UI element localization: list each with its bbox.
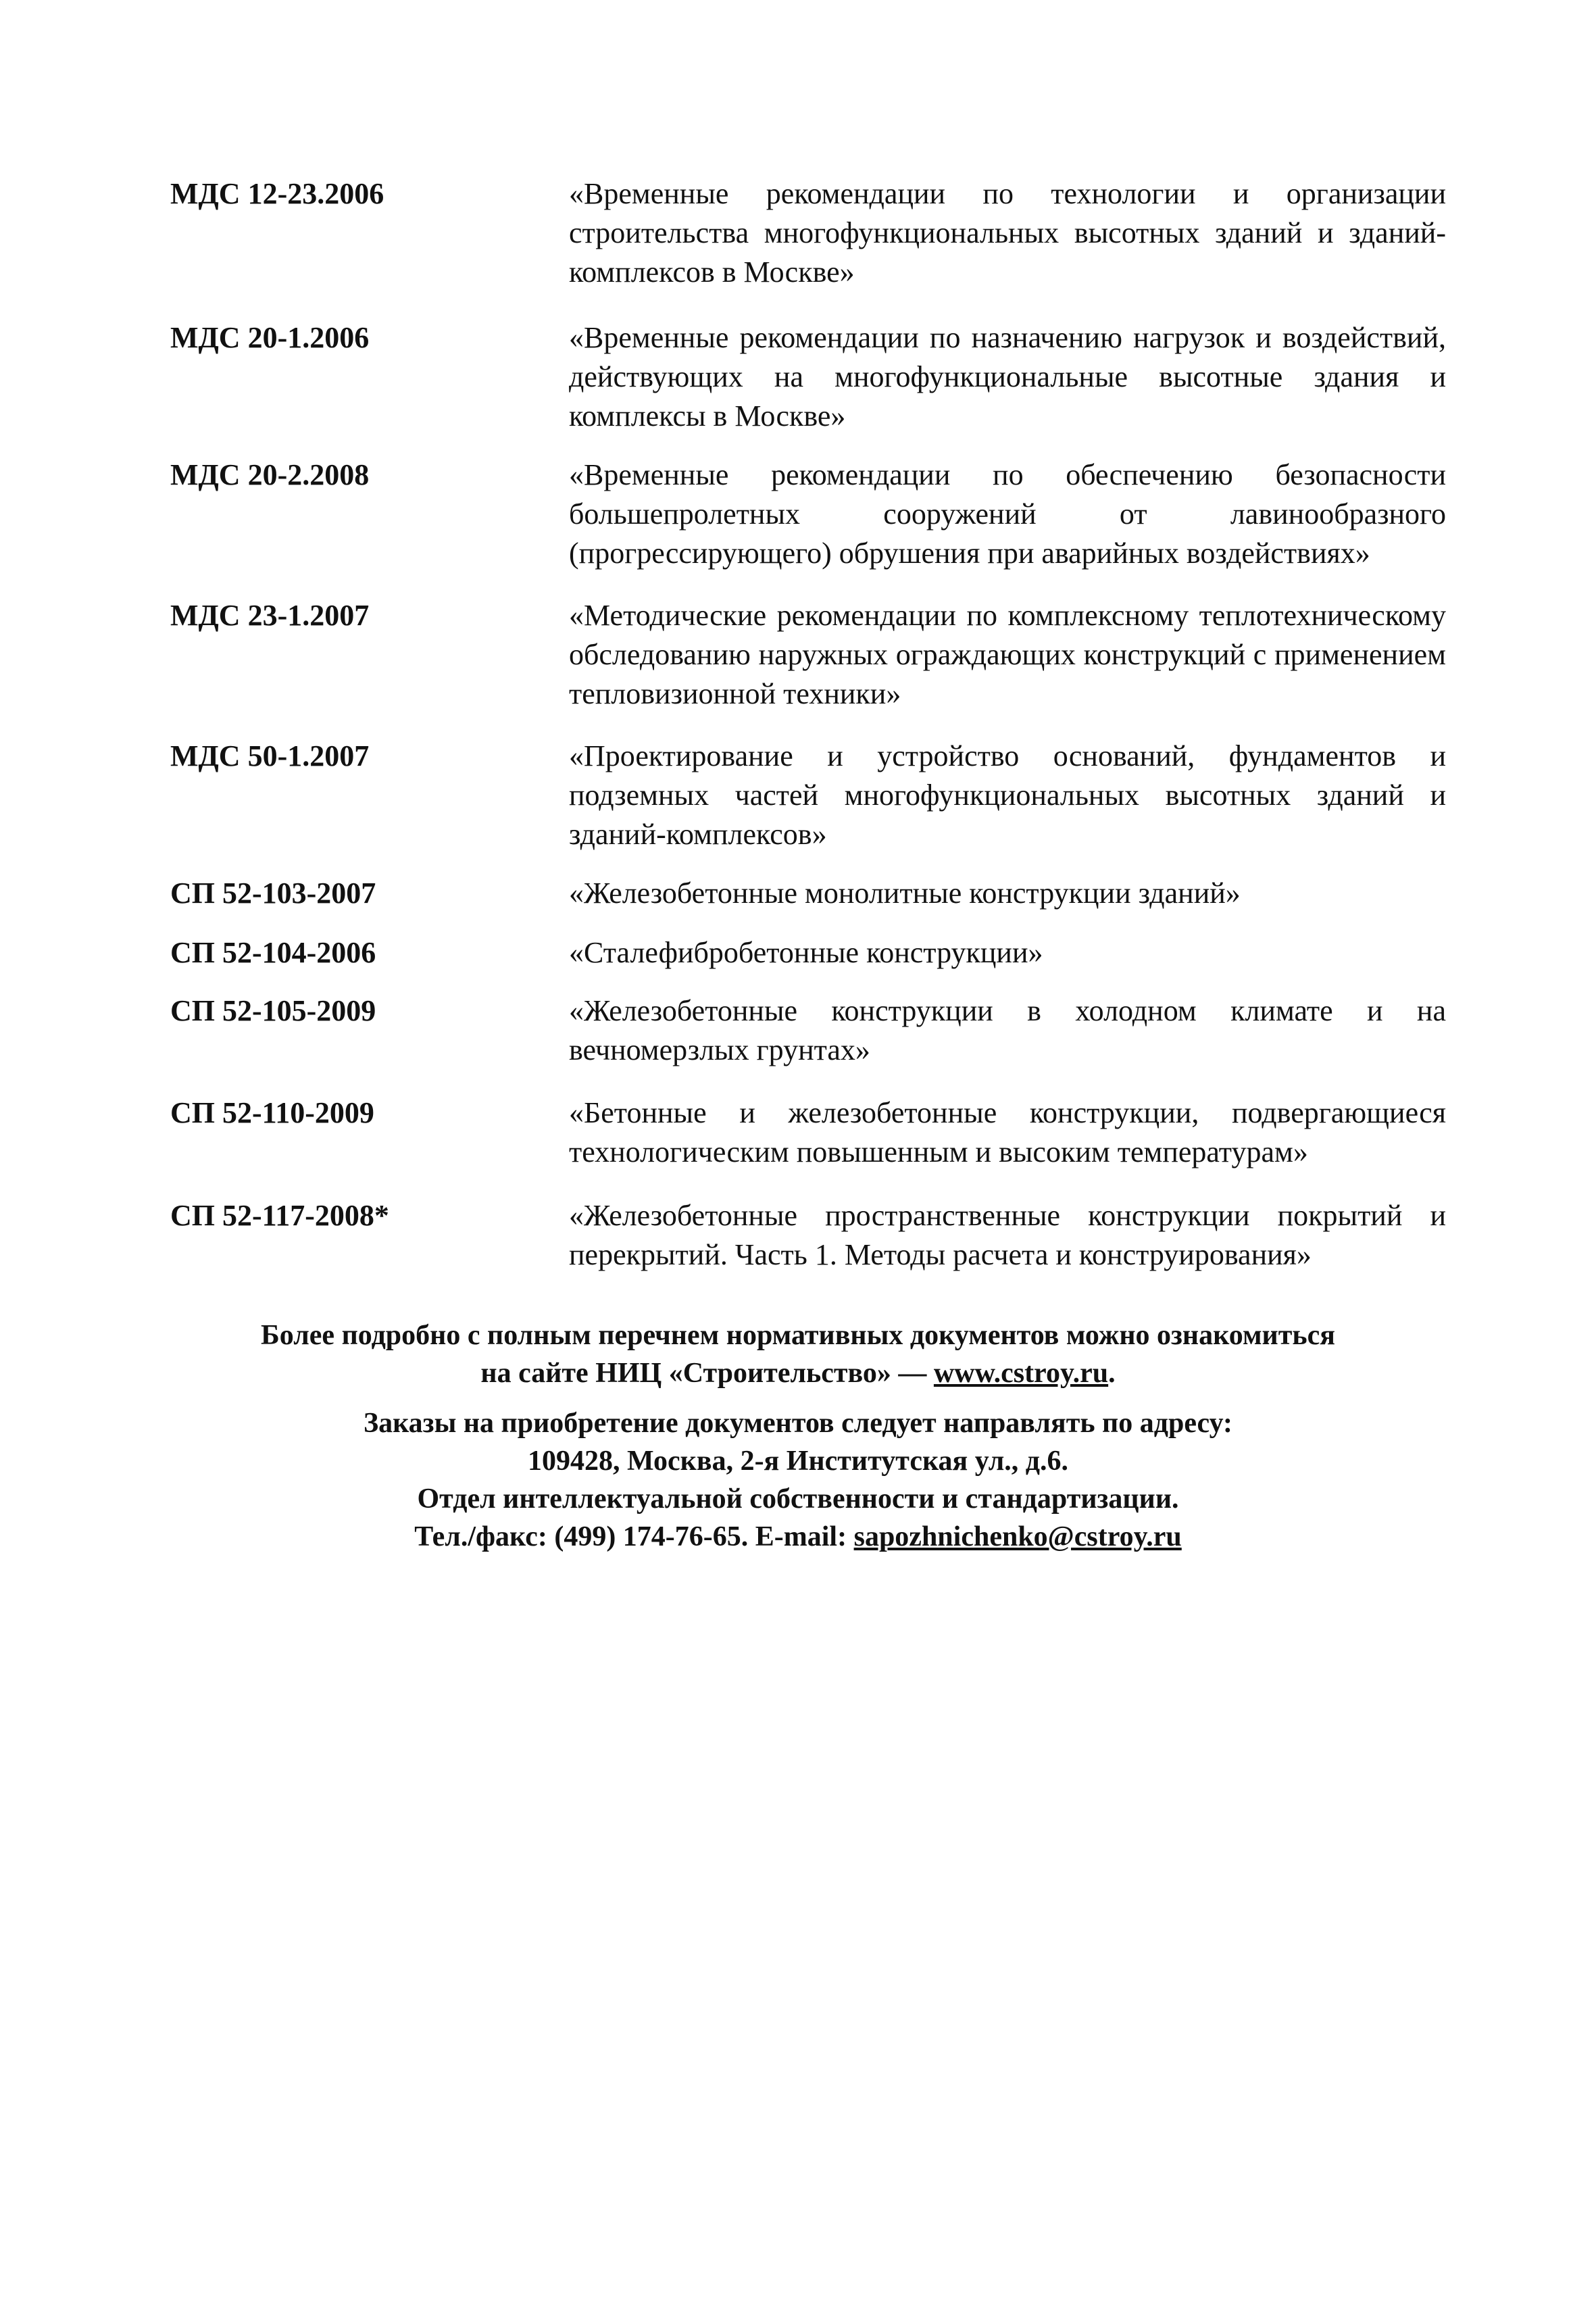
contact-line (135, 1518, 1461, 1556)
document-title: «Временные рекомендации по технологии и организации строительства многофункциональных высотных зданий и зданий-комплексов в Москве» (569, 177, 1446, 289)
document-code: СП 52-104-2006 (170, 936, 376, 969)
info-line: Более подробно с полным перечнем нормативных документов можно ознакомиться (261, 1320, 1335, 1351)
document-title: «Временные рекомендации по обеспечению безопасности большепролетных сооружений от лавинообразного (прогрессирующего) обрушения при аварийных воздействиях» (569, 458, 1446, 570)
info-footer (135, 1316, 1461, 1392)
orders-line: Заказы на приобретение документов следует направлять по адресу: (363, 1408, 1233, 1439)
document-title: «Проектирование и устройство оснований, фундаментов и подземных частей многофункциональных высотных зданий и зданий-комплексов» (569, 739, 1446, 851)
document-code: СП 52-105-2009 (170, 994, 376, 1027)
document-entry (170, 933, 1454, 973)
phone-text: Тел./факс: (499) 174-76-65. E-mail: (414, 1521, 854, 1552)
address-line: 109428, Москва, 2-я Институтская ул., д.6. (527, 1446, 1069, 1477)
website-link[interactable]: www.cstroy.ru (933, 1358, 1109, 1389)
document-entry (170, 596, 1454, 714)
document-entry (170, 456, 1454, 573)
contacts-footer (135, 1404, 1461, 1556)
document-entry (170, 1196, 1454, 1275)
document-code: СП 52-110-2009 (170, 1096, 374, 1129)
document-code: СП 52-103-2007 (170, 877, 376, 910)
document-entry (170, 318, 1454, 436)
document-entry (170, 737, 1454, 854)
document-title: «Железобетонные монолитные конструкции зданий» (569, 877, 1241, 910)
document-entry (170, 874, 1454, 913)
document-code: МДС 12-23.2006 (170, 177, 384, 210)
document-title: «Сталефибробетонные конструкции» (569, 936, 1043, 969)
document-title: «Временные рекомендации по назначению нагрузок и воздействий, действующих на многофункциональные высотные здания и комплексы в Москве» (569, 321, 1446, 433)
document-code: МДС 50-1.2007 (170, 739, 370, 772)
document-code: СП 52-117-2008* (170, 1199, 389, 1232)
document-code: МДС 20-2.2008 (170, 458, 370, 491)
website-line (135, 1354, 1461, 1392)
document-entry (170, 174, 1454, 292)
website-prefix: на сайте НИЦ «Строительство» — (480, 1358, 934, 1389)
department-line: Отдел интеллектуальной собственности и стандартизации. (417, 1483, 1179, 1515)
document-list (170, 174, 1454, 1275)
document-title: «Железобетонные пространственные конструкции покрытий и перекрытий. Часть 1. Методы расчета и конструирования» (569, 1199, 1446, 1271)
document-title: «Бетонные и железобетонные конструкции, подвергающиеся технологическим повышенным и высоким температурам» (569, 1096, 1446, 1168)
document-code: МДС 23-1.2007 (170, 599, 370, 632)
email-link[interactable]: sapozhnichenko@cstroy.ru (853, 1521, 1182, 1552)
website-suffix: . (1108, 1358, 1116, 1389)
document-title: «Железобетонные конструкции в холодном климате и на вечномерзлых грунтах» (569, 994, 1446, 1066)
document-code: МДС 20-1.2006 (170, 321, 370, 354)
document-entry (170, 991, 1454, 1070)
document-title: «Методические рекомендации по комплексному теплотехническому обследованию наружных ограждающих конструкций с применением тепловизионной техники» (569, 599, 1446, 710)
document-entry (170, 1093, 1454, 1172)
